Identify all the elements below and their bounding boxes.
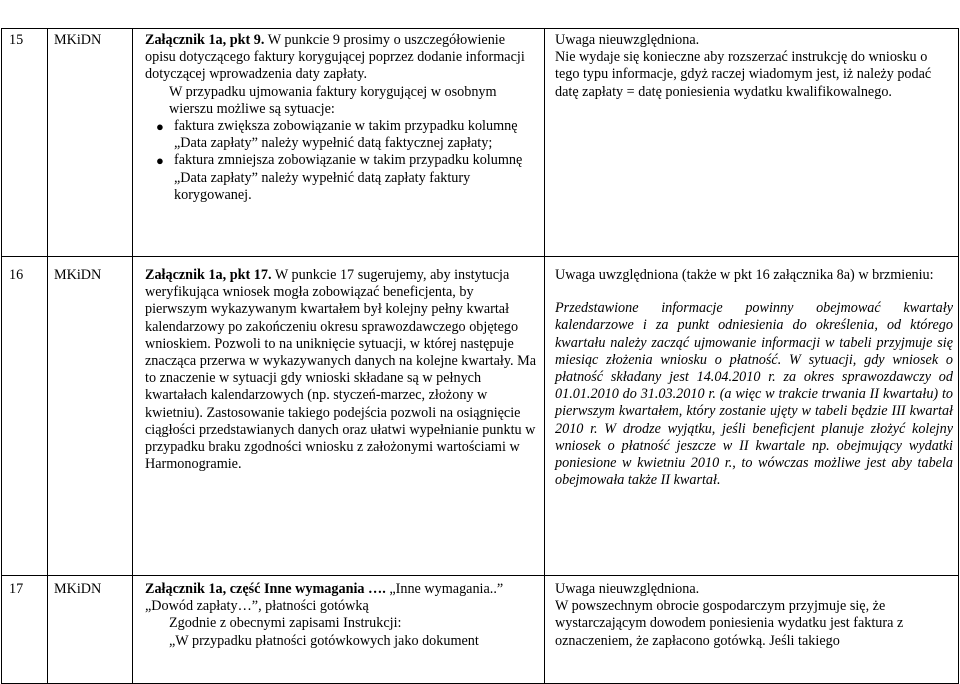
answer-text: Nie wydaje się konieczne aby rozszerzać instrukcję do wniosku o tego typu informacje, gdyż raczej wiadomym jest, iż należy podać datę zapłaty = datę poniesienia wydatku kwalifikowalnego. [555, 49, 932, 100]
remark-text: W punkcie 17 sugerujemy, aby instytucja weryfikująca wniosek mogła zobowiązać beneficjenta, by pierwszym wykazywanym kwartałem był kolejny pełny kwartał kalendarzowy po zakończeniu okresu sprawozdawczego objętego wnioskiem. Pozwoli to na uniknięcie sytuacji, w której następuje znacząca przerwa w wykazywanych danych na kolejne kwartały. Ma to znaczenie w sytuacji gdy wnioski składane są w pełnych kwartałach kalendarzowych (np. styczeń-marzec, złożony w kwietniu). Zastosowanie takiego podejścia pozwoli na osiągnięcie ciągłości przedstawianych danych oraz ułatwi wypełnianie punktu w przypadku braku zgodności wniosku z założonymi wartościami w Harmonogramie. [145, 267, 537, 473]
remark-cell [133, 257, 545, 576]
answer-cell [545, 576, 959, 684]
answer-text: Przedstawione informacje powinny obejmować kwartały kalendarzowe i za punkt odniesienia do określenia, od którego kwartału należy zacząć ujmowanie informacji w tabeli przyjmuje się miesiąc złożenia wniosku o płatność. W sytuacji, gdy wniosek o płatność składany jest 14.04.2010 r. za okres sprawozdawczy od 01.01.2010 do 31.03.2010 r. (a więc w trakcie trwania II kwartału) to pierwszym kwartałem, który zostanie ujęty w tabeli będzie III kwartał 2010 r. W drodze wyjątku, jeśli beneficjent planuje złożyć kolejny wniosek o płatność jeszcze w II kwartale np. obejmujący wydatki poniesione w kwietniu 2010 r., to wówczas możliwe jest aby tabela obejmowała także II kwartał. [555, 300, 953, 489]
row-organization: MKiDN [48, 576, 133, 684]
answer-text: W powszechnym obrocie gospodarczym przyjmuje się, że wystarczającym dowodem poniesienia wydatku jest faktura z oznaczeniem, że zapłacono gotówką. Jeśli takiego [555, 598, 904, 649]
remarks-table [1, 28, 959, 684]
row-organization: MKiDN [48, 29, 133, 257]
bullet-icon: ● [156, 119, 164, 135]
remark-cell [133, 576, 545, 684]
row-number: 16 [2, 257, 48, 576]
table-row [2, 29, 959, 257]
table-row [2, 576, 959, 684]
answer-cell [545, 257, 959, 576]
remark-paragraph [145, 581, 539, 615]
remark-lead: „Inne wymagania..” „Dowód zapłaty…”, płatności gotówką [145, 581, 504, 615]
remark-title: Załącznik 1a, pkt 17. [145, 267, 272, 283]
remark-bullet-list [145, 118, 539, 204]
remark-line: Zgodnie z obecnymi zapisami Instrukcji: [169, 615, 402, 632]
row-number: 15 [2, 29, 48, 257]
remark-paragraph [145, 267, 539, 473]
row-organization: MKiDN [48, 257, 133, 576]
bullet-icon: ● [156, 153, 164, 169]
remark-title: Załącznik 1a, część Inne wymagania …. [145, 581, 386, 597]
answer-status: Uwaga nieuwzględniona. [555, 32, 700, 48]
bullet-text: faktura zmniejsza zobowiązanie w takim przypadku kolumnę „Data zapłaty” należy wypełnić datą zapłaty faktury korygowanej. [174, 152, 523, 203]
bullet-text: faktura zwiększa zobowiązanie w takim przypadku kolumnę „Data zapłaty” należy wypełnić datą faktycznej zapłaty; [174, 118, 518, 152]
remark-title: Załącznik 1a, pkt 9. [145, 32, 265, 48]
remark-lead: W punkcie 9 prosimy o uszczegółowienie opisu dotyczącego faktury korygującej poprzez dodanie informacji dotyczącej wprowadzenia daty zapłaty. [145, 32, 525, 83]
list-item [145, 152, 539, 204]
row-number: 17 [2, 576, 48, 684]
remark-cell [133, 29, 545, 257]
answer-status: Uwaga uwzględniona (także w pkt 16 załącznika 8a) w brzmieniu: [555, 267, 934, 283]
remark-paragraph [145, 32, 539, 84]
remark-intro: W przypadku ujmowania faktury korygującej w osobnym wierszu możliwe są sytuacje: [169, 83, 497, 117]
table-row [2, 257, 959, 576]
answer-cell [545, 29, 959, 257]
list-item [145, 118, 539, 152]
answer-status: Uwaga nieuwzględniona. [555, 581, 700, 597]
remark-line: „W przypadku płatności gotówkowych jako dokument [169, 632, 479, 649]
